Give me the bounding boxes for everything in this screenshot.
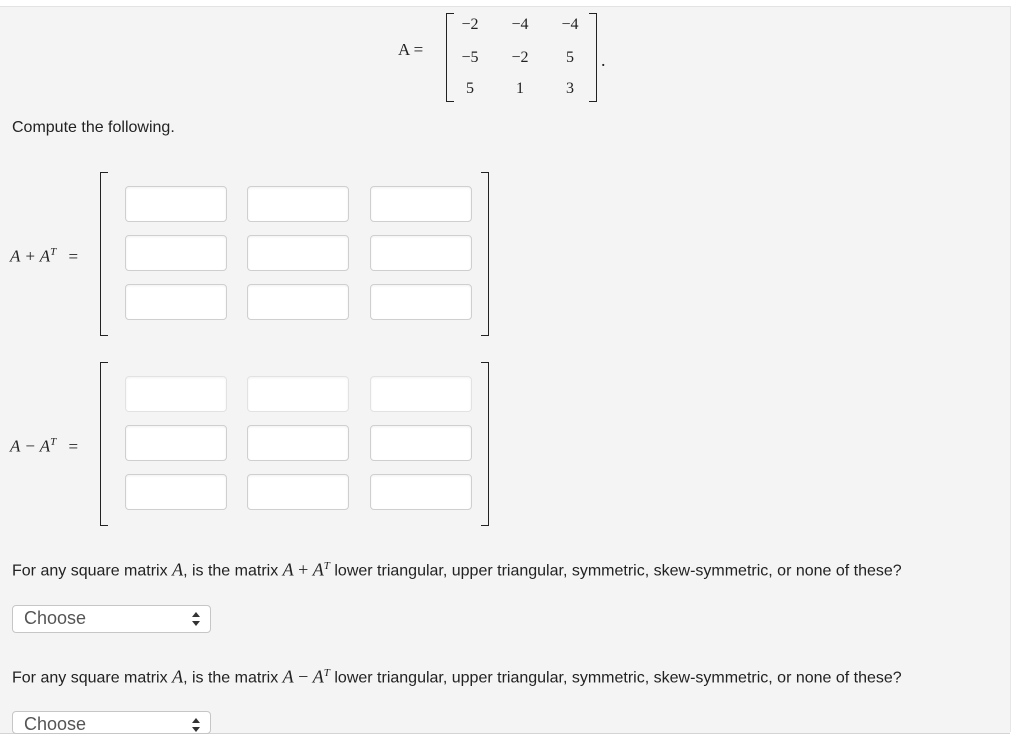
- diff-left-bracket: [100, 362, 108, 526]
- q2-transpose-sup: T: [323, 667, 330, 679]
- matrix-a-cell: 1: [516, 80, 524, 97]
- sum-cell-input[interactable]: [247, 284, 349, 320]
- q2-select-value: Choose: [24, 714, 87, 734]
- q2-math: A: [282, 666, 294, 687]
- matrix-a-cell: −5: [461, 49, 479, 66]
- sum-cell-input[interactable]: [247, 186, 349, 222]
- diff-cell-input[interactable]: [125, 425, 227, 461]
- panel-edge: [1010, 6, 1011, 732]
- sum-right-bracket: [481, 172, 489, 336]
- matrix-a-cell: 3: [566, 80, 574, 97]
- q2-text-part: , is the matrix: [183, 669, 283, 687]
- sum-cell-input[interactable]: [370, 186, 472, 222]
- prompt-text: Compute the following.: [12, 119, 175, 136]
- q2-operator: −: [293, 666, 313, 687]
- select-updown-arrow-icon: [191, 611, 201, 627]
- q1-text-part: For any square matrix: [12, 562, 173, 580]
- q1-text-part: , is the matrix: [183, 562, 283, 580]
- sum-cell-input[interactable]: [125, 284, 227, 320]
- question-1-text: [12, 554, 1002, 583]
- select-updown-arrow-icon: [191, 717, 201, 733]
- diff-label-eq: =: [68, 436, 79, 456]
- sum-cell-input[interactable]: [247, 235, 349, 271]
- sum-label-eq: =: [68, 246, 79, 266]
- diff-cell-input[interactable]: [125, 474, 227, 510]
- sum-cell-input[interactable]: [370, 284, 472, 320]
- matrix-a-period: .: [601, 50, 606, 70]
- q1-math: A: [282, 559, 294, 580]
- diff-label-base: A − A: [10, 436, 51, 456]
- sum-cell-input[interactable]: [125, 235, 227, 271]
- q1-math: A: [172, 559, 184, 580]
- diff-right-bracket: [481, 362, 489, 526]
- sum-cell-input[interactable]: [370, 235, 472, 271]
- diff-label-sup: T: [50, 436, 57, 448]
- q2-text-part: lower triangular, upper triangular, symmetric, skew-symmetric, or none of these?: [329, 669, 902, 687]
- sum-cell-input[interactable]: [125, 186, 227, 222]
- q1-math: A: [312, 559, 324, 580]
- matrix-a-label: A =: [398, 40, 424, 59]
- diff-cell-input[interactable]: [247, 376, 349, 412]
- q2-text-part: For any square matrix: [12, 669, 173, 687]
- matrix-a-cell: −2: [461, 16, 479, 33]
- matrix-a-cell: −2: [511, 49, 529, 66]
- q1-operator: +: [293, 559, 313, 580]
- question-2-text: [12, 661, 1002, 690]
- q2-choose-select[interactable]: [12, 711, 211, 734]
- matrix-a-cell: −4: [511, 16, 529, 33]
- sum-label-base: A + A: [10, 246, 51, 266]
- sum-label: [10, 246, 78, 267]
- matrix-a-cell: 5: [466, 80, 474, 97]
- q2-math: A: [172, 666, 184, 687]
- sum-label-sup: T: [50, 246, 57, 258]
- diff-cell-input[interactable]: [370, 474, 472, 510]
- diff-label: [10, 436, 78, 457]
- q1-choose-select[interactable]: [12, 605, 211, 633]
- diff-cell-input[interactable]: [370, 376, 472, 412]
- sum-left-bracket: [100, 172, 108, 336]
- q2-math: A: [312, 666, 324, 687]
- matrix-a-left-bracket: [446, 13, 454, 102]
- q1-transpose-sup: T: [323, 560, 330, 572]
- diff-cell-input[interactable]: [370, 425, 472, 461]
- diff-cell-input[interactable]: [247, 425, 349, 461]
- matrix-a-right-bracket: [589, 13, 597, 102]
- q1-select-value: Choose: [24, 608, 87, 628]
- matrix-a-cell: 5: [566, 49, 574, 66]
- diff-cell-input[interactable]: [125, 376, 227, 412]
- matrix-a-cell: −4: [561, 16, 579, 33]
- q1-text-part: lower triangular, upper triangular, symmetric, skew-symmetric, or none of these?: [329, 562, 902, 580]
- diff-cell-input[interactable]: [247, 474, 349, 510]
